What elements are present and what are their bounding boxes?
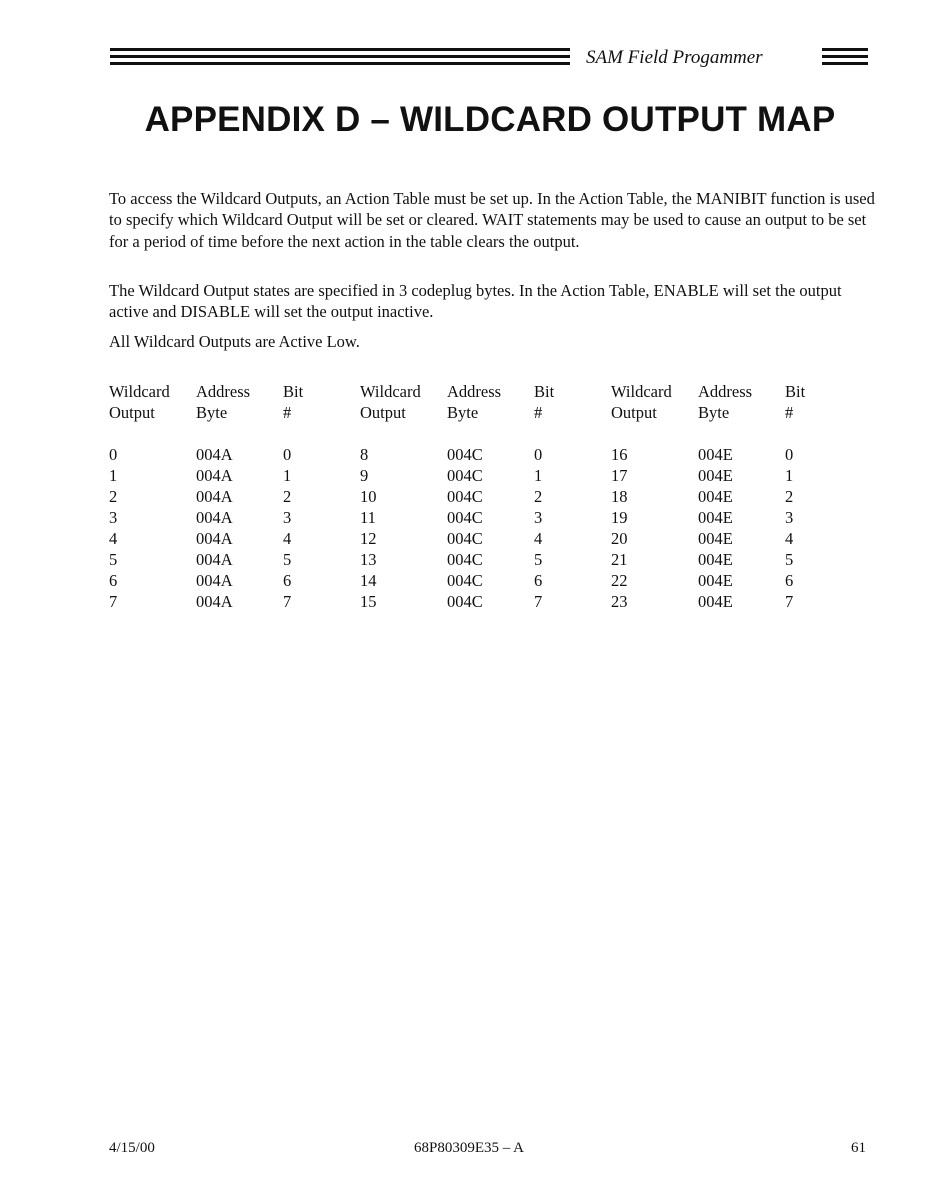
- header-rule-left: [110, 48, 570, 65]
- address-byte-cell: 004A: [196, 508, 233, 527]
- bit-number-cell: 4: [534, 529, 543, 548]
- wildcard-output-header: Wildcard: [360, 382, 421, 401]
- bit-number-cell: 4: [785, 529, 794, 548]
- address-byte-cell: 004E: [698, 529, 733, 548]
- bit-number-cell: 0: [534, 445, 543, 464]
- address-byte-cell: 004C: [447, 445, 483, 464]
- wildcard-output-cell: 13: [360, 550, 377, 569]
- address-byte-cell: 004A: [196, 466, 233, 485]
- bit-number-cell: 5: [785, 550, 794, 569]
- wildcard-output-cell: 11: [360, 508, 376, 527]
- footer-date: 4/15/00: [109, 1140, 155, 1156]
- wildcard-output-cell: 6: [109, 571, 118, 590]
- bit-number-cell: 1: [534, 466, 543, 485]
- page-title: APPENDIX D – WILDCARD OUTPUT MAP: [144, 100, 836, 139]
- address-byte-header: Byte: [196, 403, 228, 422]
- address-byte-cell: 004E: [698, 508, 733, 527]
- bit-number-cell: 2: [283, 487, 292, 506]
- wildcard-output-cell: 1: [109, 466, 118, 485]
- address-byte-header: Byte: [447, 403, 479, 422]
- header-rule-right: [822, 48, 868, 65]
- footer-page-number: 61: [851, 1140, 866, 1156]
- bit-number-cell: 2: [534, 487, 543, 506]
- bit-number-header: Bit: [534, 382, 555, 401]
- intro-paragraph: To access the Wildcard Outputs, an Action Table must be set up. In the Action Table, the MANIBIT function is used to specify which Wildcard Output will be set or cleared. WAIT statements may be used to cause an output to be set for a period of time before the next action in the table clears the output.: [109, 189, 875, 251]
- bit-number-cell: 7: [785, 592, 794, 611]
- bit-number-cell: 2: [785, 487, 794, 506]
- wildcard-output-cell: 2: [109, 487, 118, 506]
- address-byte-cell: 004E: [698, 550, 733, 569]
- bit-number-cell: 0: [283, 445, 292, 464]
- bit-number-header: Bit: [283, 382, 304, 401]
- address-byte-header: Byte: [698, 403, 730, 422]
- wildcard-output-cell: 8: [360, 445, 369, 464]
- wildcard-output-cell: 12: [360, 529, 377, 548]
- wildcard-output-cell: 21: [611, 550, 628, 569]
- bit-number-header: Bit: [785, 382, 806, 401]
- address-byte-cell: 004E: [698, 571, 733, 590]
- wildcard-output-cell: 19: [611, 508, 628, 527]
- wildcard-output-header: Wildcard: [611, 382, 672, 401]
- address-byte-cell: 004C: [447, 571, 483, 590]
- bit-number-cell: 3: [534, 508, 543, 527]
- bit-number-cell: 0: [785, 445, 794, 464]
- address-byte-cell: 004A: [196, 571, 233, 590]
- address-byte-cell: 004C: [447, 508, 483, 527]
- wildcard-output-cell: 16: [611, 445, 628, 464]
- wildcard-output-cell: 0: [109, 445, 118, 464]
- bit-number-cell: 5: [534, 550, 543, 569]
- header-title: SAM Field Progammer: [586, 47, 763, 68]
- wildcard-output-cell: 7: [109, 592, 118, 611]
- wildcard-output-header: Output: [109, 403, 155, 422]
- wildcard-output-cell: 22: [611, 571, 628, 590]
- footer-doc-number: 68P80309E35 – A: [414, 1140, 525, 1156]
- wildcard-output-cell: 18: [611, 487, 628, 506]
- bit-number-cell: 1: [283, 466, 292, 485]
- wildcard-output-cell: 17: [611, 466, 628, 485]
- wildcard-output-cell: 15: [360, 592, 377, 611]
- address-byte-cell: 004E: [698, 487, 733, 506]
- bit-number-cell: 7: [283, 592, 292, 611]
- bit-number-cell: 3: [785, 508, 794, 527]
- address-byte-cell: 004A: [196, 445, 233, 464]
- bit-number-header: #: [534, 403, 543, 422]
- address-byte-cell: 004C: [447, 592, 483, 611]
- address-byte-cell: 004C: [447, 487, 483, 506]
- wildcard-output-cell: 10: [360, 487, 377, 506]
- bit-number-cell: 3: [283, 508, 292, 527]
- bit-number-cell: 6: [283, 571, 292, 590]
- bit-number-header: #: [785, 403, 794, 422]
- wildcard-output-cell: 3: [109, 508, 118, 527]
- bit-number-cell: 5: [283, 550, 292, 569]
- wildcard-output-cell: 9: [360, 466, 369, 485]
- wildcard-output-header: Wildcard: [109, 382, 170, 401]
- wildcard-output-header: Output: [611, 403, 657, 422]
- address-byte-cell: 004A: [196, 529, 233, 548]
- bit-number-cell: 1: [785, 466, 794, 485]
- address-byte-cell: 004E: [698, 445, 733, 464]
- address-byte-header: Address: [698, 382, 753, 401]
- states-paragraph: The Wildcard Output states are specified in 3 codeplug bytes. In the Action Table, ENABLE will set the output active and DISABLE will set the output inactive.: [109, 281, 842, 322]
- address-byte-cell: 004E: [698, 592, 733, 611]
- wildcard-output-cell: 14: [360, 571, 377, 590]
- bit-number-cell: 4: [283, 529, 292, 548]
- bit-number-cell: 6: [785, 571, 794, 590]
- bit-number-cell: 6: [534, 571, 543, 590]
- wildcard-output-cell: 20: [611, 529, 628, 548]
- address-byte-cell: 004E: [698, 466, 733, 485]
- wildcard-output-header: Output: [360, 403, 406, 422]
- active-low-paragraph: All Wildcard Outputs are Active Low.: [109, 332, 360, 351]
- address-byte-header: Address: [196, 382, 251, 401]
- wildcard-output-cell: 5: [109, 550, 118, 569]
- address-byte-cell: 004C: [447, 550, 483, 569]
- wildcard-output-cell: 4: [109, 529, 118, 548]
- bit-number-cell: 7: [534, 592, 543, 611]
- wildcard-output-cell: 23: [611, 592, 628, 611]
- address-byte-cell: 004A: [196, 550, 233, 569]
- address-byte-cell: 004C: [447, 529, 483, 548]
- address-byte-cell: 004A: [196, 592, 233, 611]
- bit-number-header: #: [283, 403, 292, 422]
- address-byte-header: Address: [447, 382, 502, 401]
- address-byte-cell: 004C: [447, 466, 483, 485]
- address-byte-cell: 004A: [196, 487, 233, 506]
